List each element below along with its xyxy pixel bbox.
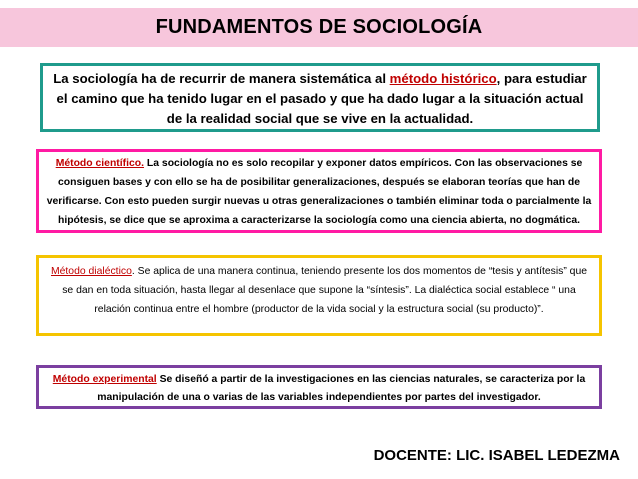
intro-text-start: La sociología ha de recurrir de manera sistemática al [53,71,390,86]
experimental-method-name: Método experimental [52,374,157,385]
teacher-credit: DOCENTE: LIC. ISABEL LEDEZMA [373,447,620,464]
dialectic-method-text: . Se aplica de una manera continua, teniendo presente los dos momentos de “tesis y antítesis” que se dan en toda situación, hasta llegar al desenlace que supone la “síntesis”. La dialéctica social establece “ una relación continua entre el hombre (productor de la vida social y la estructura social (su producto)”. [62,266,588,315]
experimental-method-text: Se diseñó a partir de la investigaciones en las ciencias naturales, se caracteriza por la manipulación de una o varias de las variables independientes por partes del investigador. [97,374,586,403]
historical-method-link: método histórico [389,71,497,86]
scientific-method-box [36,149,602,233]
experimental-method-box [36,365,602,409]
title-banner [0,8,638,47]
intro-text-end: , para estudiar el camino que ha tenido lugar en el pasado y que ha dado lugar a la situación actual de la realidad social que se vive en la actualidad. [56,71,587,126]
dialectic-method-name: Método dialéctico [50,266,132,277]
scientific-method-name: Método científico. [55,158,145,169]
page-title: FUNDAMENTOS DE SOCIOLOGÍA [155,16,483,38]
dialectic-method-box [36,255,602,336]
intro-box [40,63,600,132]
scientific-method-text: La sociología no es solo recopilar y exponer datos empíricos. Con las observaciones se consiguen bases y con ello se ha de posibilitar generalizaciones, después se elaboran teorías que han de verificarse. Con esto pueden surgir nuevas u otras generalizaciones o también eliminar toda o parcialmente la hipótesis, se dice que se aproxima a caracterizarse la sociología como una ciencia abierta, no dogmática. [46,158,592,226]
